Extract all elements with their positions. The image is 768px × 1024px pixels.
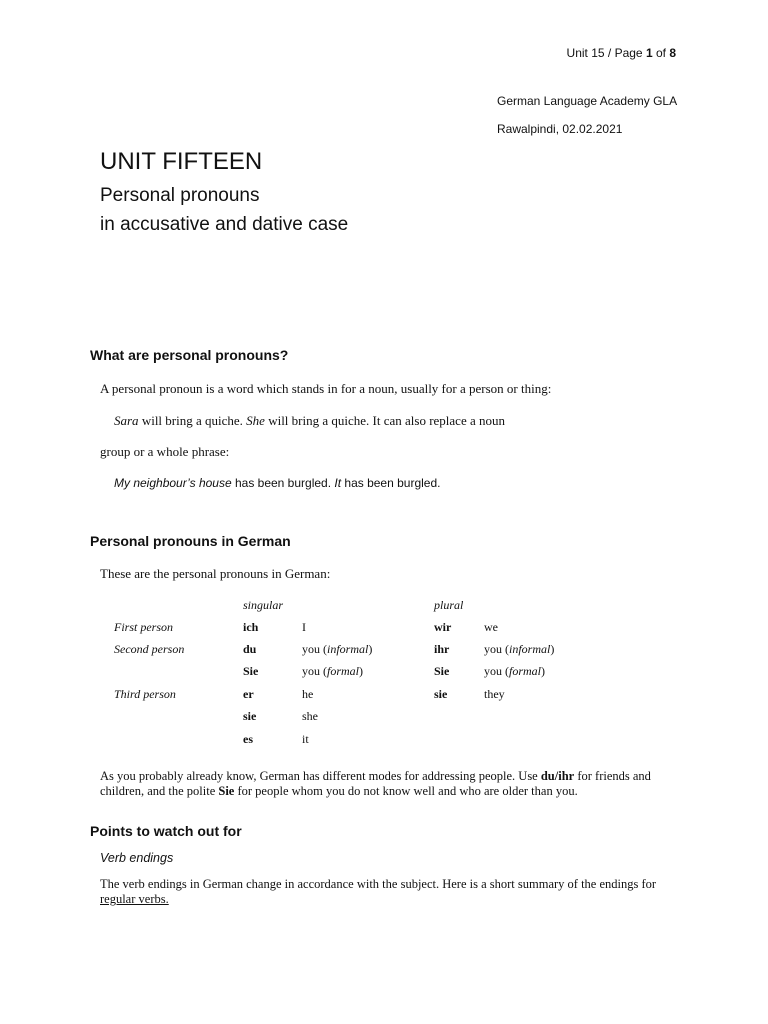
pronoun-german: sie xyxy=(243,709,257,723)
intro-text: These are the personal pronouns in German: xyxy=(100,566,331,581)
unit-title: UNIT FIFTEEN xyxy=(100,148,263,175)
pronoun-english: he xyxy=(302,687,314,701)
example-2-noun: My neighbour’s house xyxy=(114,476,232,490)
pronoun-english: I xyxy=(302,620,306,634)
page-prefix: Unit 15 / Page xyxy=(566,46,646,60)
pronoun-german: Sie xyxy=(434,664,450,678)
pronoun-english-text: you ( xyxy=(302,642,327,656)
pronoun-english-end: ) xyxy=(541,664,546,678)
column-header-plural: plural xyxy=(434,598,464,612)
modes-text-e: for people whom you do not know well and who are older than you. xyxy=(234,784,578,798)
example-1-noun: Sara xyxy=(114,413,139,428)
pronoun-english xyxy=(484,664,545,679)
page-current: 1 xyxy=(645,46,653,60)
pronoun-german: Sie xyxy=(243,664,259,678)
example-2-rest: has been burgled. xyxy=(341,476,441,490)
modes-text-c: for friends and children, and the polite xyxy=(100,769,651,798)
subtitle-line-2: in accusative and dative case xyxy=(100,214,349,235)
example-1-rest: will bring a quiche. It can also replace a noun xyxy=(264,413,505,428)
page-number xyxy=(567,46,676,60)
place-date: Rawalpindi, 02.02.2021 xyxy=(497,122,623,136)
page-of: of xyxy=(652,46,670,60)
example-2-text: has been burgled. xyxy=(231,476,335,490)
pronoun-english-end: ) xyxy=(550,642,555,656)
row-person-label: Second person xyxy=(114,642,185,656)
pronoun-english: she xyxy=(302,709,318,723)
group-phrase-text: group or a whole phrase: xyxy=(100,444,230,459)
address-modes-text xyxy=(100,769,670,799)
pronoun-english: it xyxy=(302,732,309,746)
pronoun-english-text: you ( xyxy=(302,664,327,678)
modes-text-a: As you probably already know, German has different modes for addressing people. Use xyxy=(100,769,541,783)
pronoun-english-text: you ( xyxy=(484,664,509,678)
verb-text: The verb endings in German change in accordance with the subject. Here is a short summary of the endings for xyxy=(100,877,657,891)
organization-name: German Language Academy GLA xyxy=(497,94,678,108)
pronoun-english: they xyxy=(484,687,505,701)
example-2-pronoun: It xyxy=(334,476,342,490)
pronoun-register: informal xyxy=(327,642,369,656)
regular-verbs-link[interactable]: regular verbs. xyxy=(100,892,169,906)
pronoun-english xyxy=(484,642,554,657)
definition-text: A personal pronoun is a word which stands in for a noun, usually for a person or thing: xyxy=(100,381,552,396)
modes-informal: du/ihr xyxy=(540,769,575,783)
pronoun-english xyxy=(302,664,363,679)
heading-pronouns-in-german: Personal pronouns in German xyxy=(90,533,291,549)
modes-formal: Sie xyxy=(218,784,235,798)
heading-what-are-pronouns: What are personal pronouns? xyxy=(90,347,289,363)
pronoun-english-end: ) xyxy=(359,664,364,678)
pronoun-german: wir xyxy=(434,620,452,634)
heading-points-to-watch: Points to watch out for xyxy=(90,823,242,839)
pronoun-english xyxy=(302,642,372,657)
pronoun-register: formal xyxy=(509,664,542,678)
pronoun-register: formal xyxy=(327,664,360,678)
subheading-verb-endings: Verb endings xyxy=(100,851,174,865)
pronoun-register: informal xyxy=(509,642,551,656)
example-sentence-2 xyxy=(114,476,440,490)
page-total: 8 xyxy=(669,46,676,60)
example-1-text: will bring a quiche. xyxy=(138,413,247,428)
pronoun-english-text: you ( xyxy=(484,642,509,656)
pronoun-english: we xyxy=(484,620,498,634)
pronoun-german: sie xyxy=(434,687,448,701)
column-header-singular: singular xyxy=(243,598,284,612)
row-person-label: Third person xyxy=(114,687,176,701)
pronoun-german: es xyxy=(243,732,253,746)
pronoun-german: du xyxy=(243,642,257,656)
example-sentence-1 xyxy=(114,413,505,429)
pronoun-german: er xyxy=(243,687,254,701)
example-1-pronoun: She xyxy=(246,413,265,428)
row-person-label: First person xyxy=(114,620,174,634)
pronoun-german: ich xyxy=(243,620,259,634)
pronoun-german: ihr xyxy=(434,642,450,656)
pronoun-english-end: ) xyxy=(368,642,373,656)
verb-endings-text xyxy=(100,877,680,907)
subtitle-line-1: Personal pronouns xyxy=(100,185,260,206)
